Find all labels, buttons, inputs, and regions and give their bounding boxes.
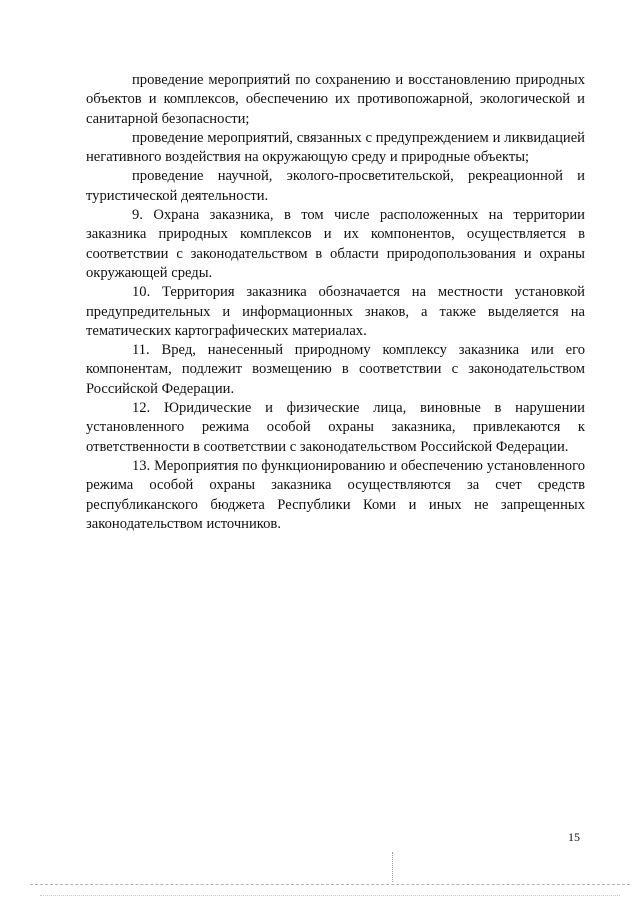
scan-artifact-bottom-dots <box>40 895 620 897</box>
paragraph-item-9: 9. Охрана заказника, в том числе расположенных на территории заказника природных комплексов и их компонентов, осуществляется в соответствии с законодательством в области природопользования и охраны окружающей среды. <box>86 207 585 281</box>
paragraph-research: проведение научной, эколого-просветительской, рекреационной и туристической деятельности. <box>86 168 585 204</box>
scan-artifact-vertical <box>392 852 394 882</box>
scan-artifact-bottom-line <box>30 884 630 886</box>
document-body <box>86 71 585 534</box>
paragraph-conservation: проведение мероприятий по сохранению и восстановлению природных объектов и комплексов, обеспечению их противопожарной, экологической и санитарной безопасности; <box>86 72 585 127</box>
paragraph-item-11: 11. Вред, нанесенный природному комплексу заказника или его компонентам, подлежит возмещению в соответствии с законодательством Российской Федерации. <box>86 342 585 397</box>
paragraph-item-13: 13. Мероприятия по функционированию и обеспечению установленного режима особой охраны заказника осуществляются за счет средств республиканского бюджета Республики Коми и иных не запрещенных законодательством источников. <box>86 457 585 532</box>
paragraph-item-12: 12. Юридические и физические лица, виновные в нарушении установленного режима особой охраны заказника, привлекаются к ответственности в соответствии с законодательством Российской Федерации. <box>86 400 585 455</box>
paragraph-prevention: проведение мероприятий, связанных с предупреждением и ликвидацией негативного воздействия на окружающую среду и природные объекты; <box>86 129 585 166</box>
page-number: 15 <box>568 830 580 844</box>
paragraph-item-10: 10. Территория заказника обозначается на местности установкой предупредительных и информационных знаков, а также выделяется на тематических картографических материалах. <box>86 284 585 339</box>
